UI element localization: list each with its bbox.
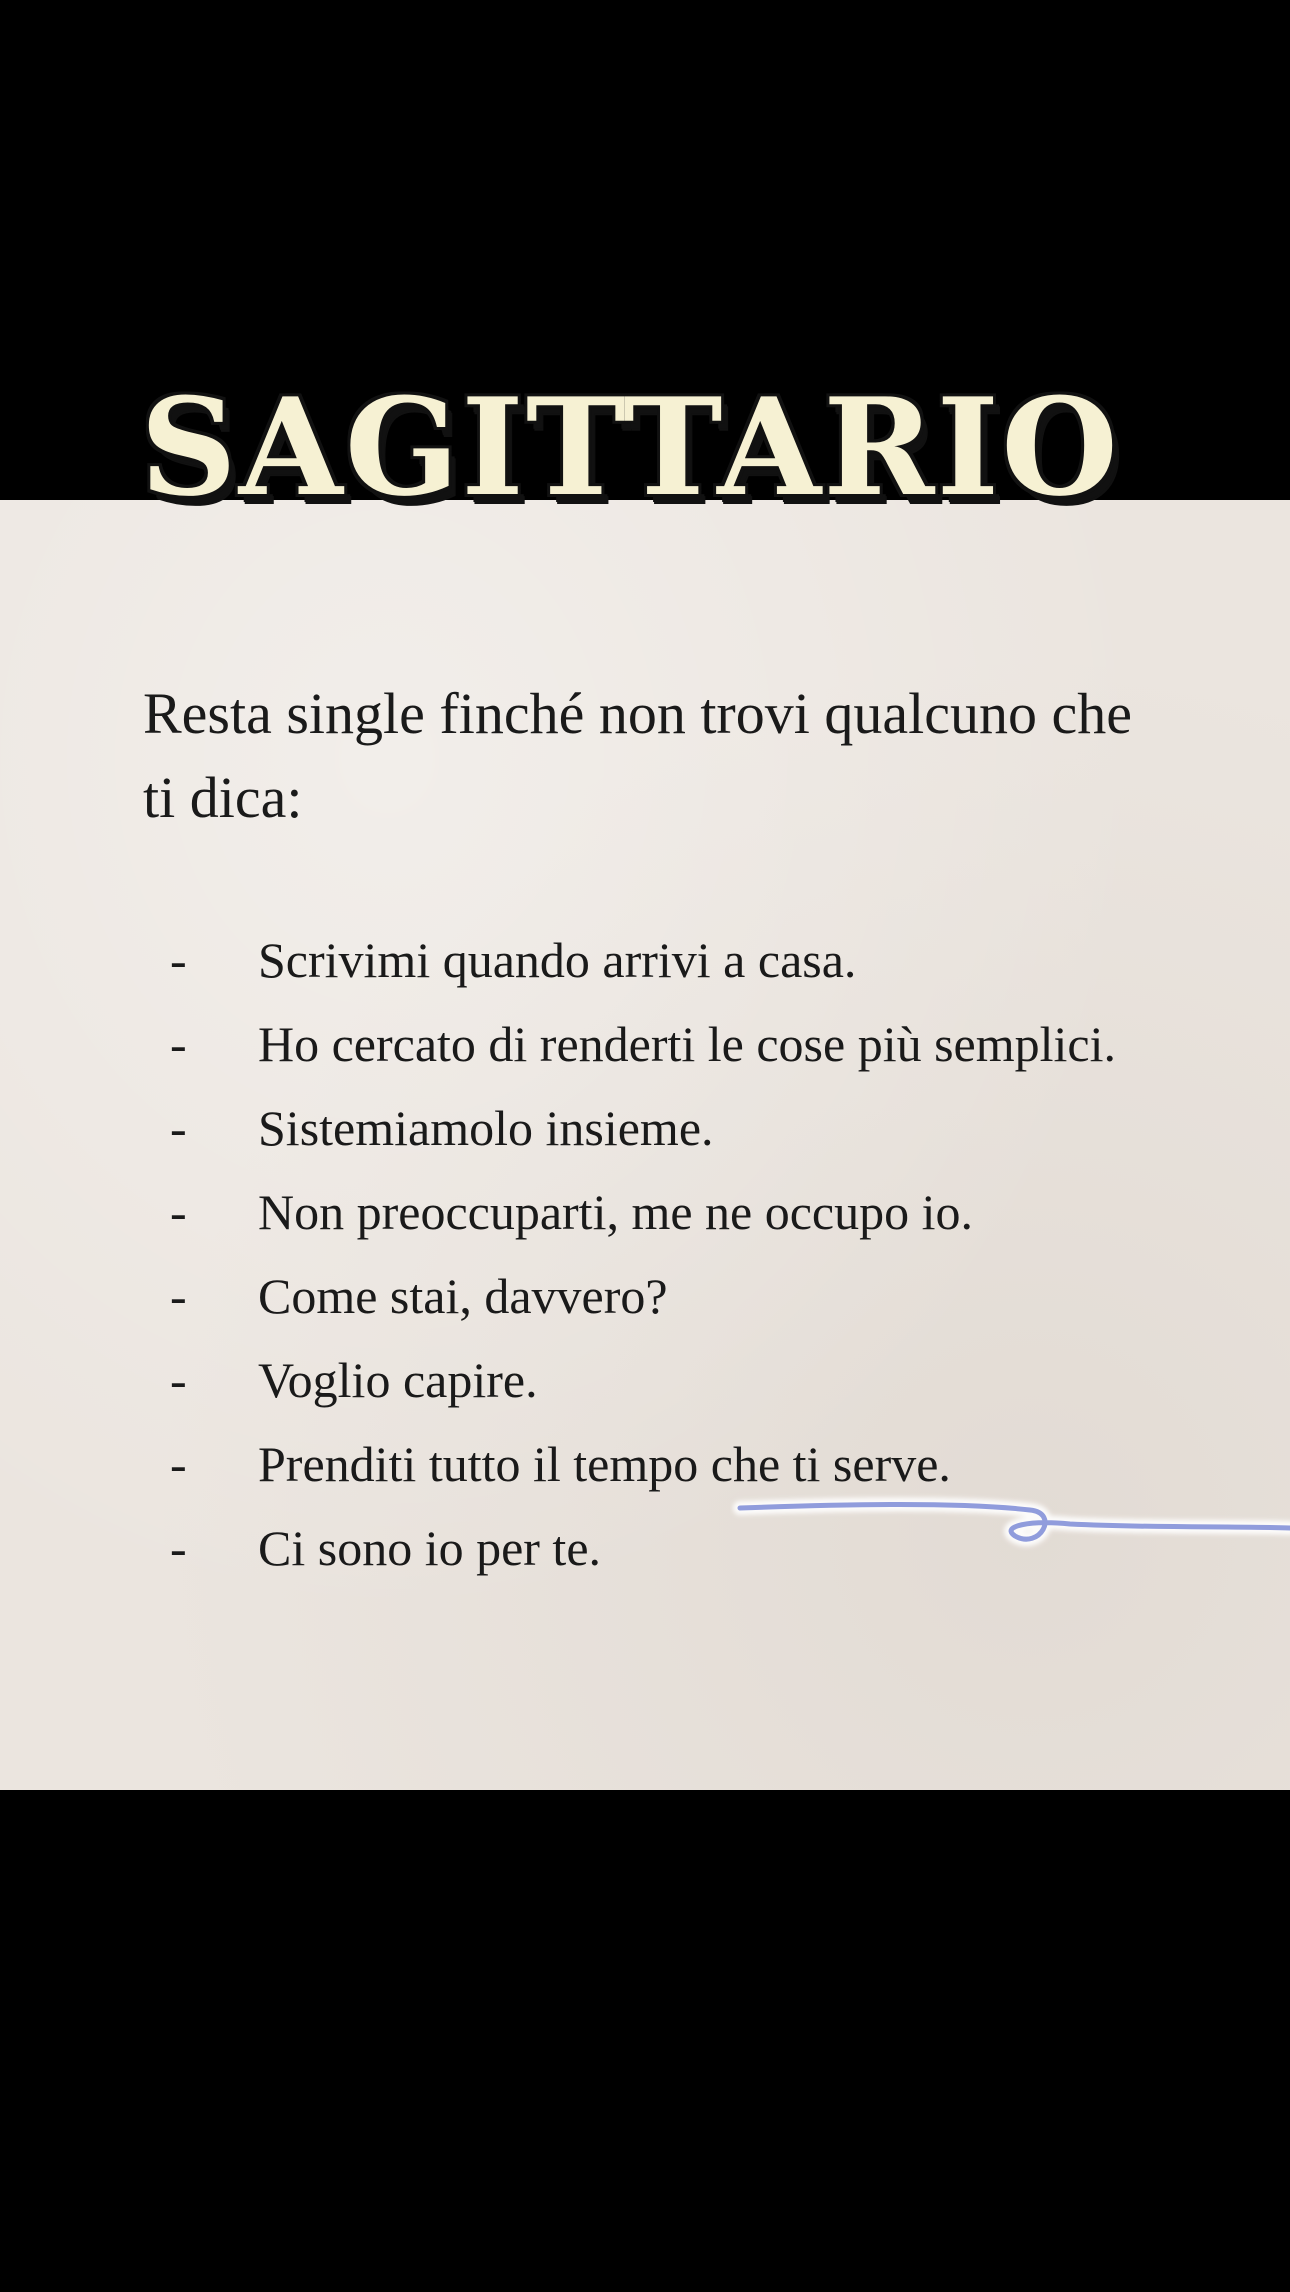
list-item-text: Non preoccuparti, me ne occupo io. [258, 1184, 974, 1240]
bullet-dash: - [170, 1100, 187, 1156]
list-item [170, 1086, 1116, 1170]
list-item [170, 1254, 1116, 1338]
list-item-text: Ho cercato di renderti le cose più semplici. [258, 1016, 1117, 1072]
zodiac-title: SAGITTARIO [140, 368, 1120, 526]
list-item [170, 1170, 1116, 1254]
list-item-text: Voglio capire. [258, 1352, 538, 1408]
list-item-text: Sistemiamolo insieme. [258, 1100, 714, 1156]
list-item-text: Scrivimi quando arrivi a casa. [258, 932, 857, 988]
bullet-dash: - [170, 1436, 187, 1492]
list-item-text: Come stai, davvero? [258, 1268, 668, 1324]
bullet-dash: - [170, 1520, 187, 1576]
bullet-dash: - [170, 1352, 187, 1408]
bottom-black-bar [0, 1790, 1290, 2292]
scribble-stroke-icon [730, 1480, 1290, 1560]
bullet-dash: - [170, 1184, 187, 1240]
bullet-dash: - [170, 1268, 187, 1324]
list-item [170, 1338, 1116, 1422]
intro-text: Resta single finché non trovi qualcuno che ti dica: [143, 681, 1132, 830]
bullet-dash: - [170, 932, 187, 988]
list-item-text: Prenditi tutto il tempo che ti serve. [258, 1436, 951, 1492]
list-item [170, 918, 1116, 1002]
list-item-text: Ci sono io per te. [258, 1520, 602, 1576]
list-item [170, 1002, 1116, 1086]
bullet-dash: - [170, 1016, 187, 1072]
